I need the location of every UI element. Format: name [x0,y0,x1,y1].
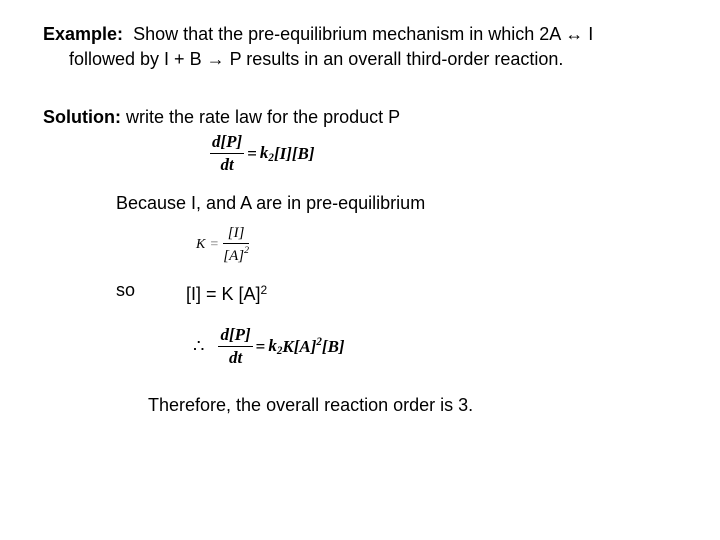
rate-fraction [210,132,244,175]
denominator-exponent: 2 [244,245,249,256]
example-line-1 [43,23,593,45]
rate-concentrations: [I][B] [273,143,315,163]
denominator-term: [A] [223,248,245,264]
intermediate-exponent: 2 [260,283,268,297]
solution-line [43,106,400,128]
overall-rate-fraction [218,325,252,368]
k-subscript: 2 [276,345,283,357]
rate-numerator: d[P] [210,132,244,154]
overall-concentration-b: [B] [321,336,345,356]
example-statement-1: Show that the pre-equilibrium mechanism in which 2A ↔ I [133,24,594,44]
equilibrium-constant-symbol: K [196,237,206,252]
k-subscript: 2 [268,152,274,164]
rate-denominator: dt [220,155,234,174]
overall-concentration-a [282,336,322,357]
equals-sign: = [210,237,219,252]
equilibrium-constant-equation [196,225,249,265]
equilibrium-denominator [223,244,249,265]
solution-text: write the rate law for the product P [126,107,401,127]
overall-rate-equation [193,325,345,368]
k-a-term: K[A] [282,337,317,356]
rate-law-equation [210,132,315,175]
k-symbol: k [259,143,269,162]
equals-sign: = [247,143,257,163]
equilibrium-numerator: [I] [223,225,249,244]
solution-label: Solution: [43,107,121,127]
so-label: so [116,280,136,300]
overall-numerator: d[P] [218,325,252,347]
k-symbol: k [268,336,277,355]
equals-sign: = [255,336,266,356]
intermediate-expression-text: [I] = K [A] [186,284,261,304]
overall-denominator: dt [228,348,243,367]
preequilibrium-text: Because I, and A are in pre-equilibrium [116,193,426,213]
conclusion-text: Therefore, the overall reaction order is 3. [148,395,474,415]
example-label: Example: [43,24,124,44]
example-statement-2: followed by I + B → P results in an overall third-order reaction. [69,49,564,69]
intermediate-expression [186,279,267,305]
equilibrium-fraction [223,225,249,265]
therefore-symbol: ∴ [193,336,205,356]
overall-rate-constant [268,336,282,357]
a-exponent: 2 [316,336,322,348]
rate-constant [260,143,274,164]
